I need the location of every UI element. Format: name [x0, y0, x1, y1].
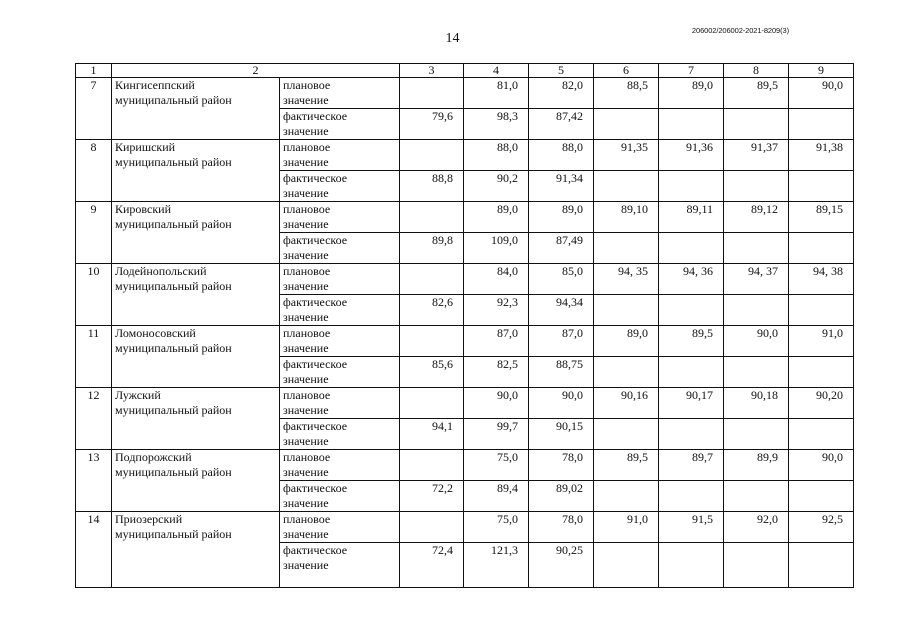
column-header: 3: [400, 64, 464, 78]
value-kind-cell: [280, 140, 400, 171]
district-cell: [112, 512, 280, 588]
table-row-plan: [76, 264, 854, 295]
plan-value-c8: 90,18: [724, 388, 789, 419]
empty-cell: [659, 543, 724, 588]
empty-cell: [594, 543, 659, 588]
empty-cell: [594, 109, 659, 140]
plan-value-c7: 89,5: [659, 326, 724, 357]
value-kind-label: значение: [283, 186, 329, 200]
fact-value-c4: 109,0: [464, 233, 529, 264]
district-name: Киришский: [115, 140, 176, 154]
empty-cell: [724, 357, 789, 388]
value-kind-label: плановое: [283, 78, 331, 92]
district-type: муниципальный район: [115, 217, 232, 231]
fact-value-c4: 82,5: [464, 357, 529, 388]
plan-value-c9: 91,38: [789, 140, 854, 171]
empty-cell: [724, 171, 789, 202]
empty-cell: [594, 233, 659, 264]
value-kind-label: фактическое: [283, 419, 348, 433]
row-number: 14: [76, 512, 112, 588]
district-name: Подпорожский: [115, 450, 192, 464]
plan-value-c3: [400, 512, 464, 543]
fact-value-c5: 89,02: [529, 481, 594, 512]
empty-cell: [724, 295, 789, 326]
district-type: муниципальный район: [115, 527, 232, 541]
plan-value-c7: 94, 36: [659, 264, 724, 295]
column-header: 2: [112, 64, 400, 78]
fact-value-c5: 91,34: [529, 171, 594, 202]
district-type: муниципальный район: [115, 155, 232, 169]
value-kind-label: плановое: [283, 202, 331, 216]
fact-value-c4: 90,2: [464, 171, 529, 202]
plan-value-c6: 89,5: [594, 450, 659, 481]
district-type: муниципальный район: [115, 93, 232, 107]
value-kind-label: фактическое: [283, 233, 348, 247]
plan-value-c8: 91,37: [724, 140, 789, 171]
value-kind-cell: [280, 78, 400, 109]
district-cell: [112, 78, 280, 140]
column-header: 5: [529, 64, 594, 78]
empty-cell: [724, 543, 789, 588]
value-kind-cell: [280, 109, 400, 140]
empty-cell: [724, 481, 789, 512]
fact-value-c4: 121,3: [464, 543, 529, 588]
plan-value-c4: 89,0: [464, 202, 529, 233]
row-number: 11: [76, 326, 112, 388]
value-kind-label: значение: [283, 217, 329, 231]
value-kind-label: значение: [283, 527, 329, 541]
column-header: 4: [464, 64, 529, 78]
value-kind-label: фактическое: [283, 357, 348, 371]
table-row-plan: [76, 78, 854, 109]
plan-value-c9: 91,0: [789, 326, 854, 357]
value-kind-cell: [280, 419, 400, 450]
district-name: Кировский: [115, 202, 172, 216]
empty-cell: [789, 481, 854, 512]
value-kind-label: значение: [283, 93, 329, 107]
row-number: 12: [76, 388, 112, 450]
plan-value-c8: 89,12: [724, 202, 789, 233]
empty-cell: [789, 295, 854, 326]
value-kind-cell: [280, 295, 400, 326]
plan-value-c3: [400, 202, 464, 233]
plan-value-c4: 75,0: [464, 450, 529, 481]
plan-value-c8: 94, 37: [724, 264, 789, 295]
value-kind-label: значение: [283, 372, 329, 386]
plan-value-c9: 90,0: [789, 78, 854, 109]
column-header: 7: [659, 64, 724, 78]
fact-value-c5: 90,25: [529, 543, 594, 588]
empty-cell: [594, 171, 659, 202]
district-cell: [112, 202, 280, 264]
value-kind-label: плановое: [283, 326, 331, 340]
district-cell: [112, 326, 280, 388]
empty-cell: [789, 233, 854, 264]
plan-value-c5: 78,0: [529, 450, 594, 481]
empty-cell: [789, 543, 854, 588]
plan-value-c7: 89,7: [659, 450, 724, 481]
fact-value-c3: 89,8: [400, 233, 464, 264]
row-number: 10: [76, 264, 112, 326]
fact-value-c4: 99,7: [464, 419, 529, 450]
district-name: Приозерский: [115, 512, 183, 526]
value-kind-label: плановое: [283, 450, 331, 464]
district-type: муниципальный район: [115, 341, 232, 355]
value-kind-cell: [280, 450, 400, 481]
district-cell: [112, 264, 280, 326]
value-kind-cell: [280, 326, 400, 357]
table-row-plan: [76, 388, 854, 419]
district-cell: [112, 450, 280, 512]
value-kind-cell: [280, 264, 400, 295]
plan-value-c3: [400, 140, 464, 171]
empty-cell: [659, 171, 724, 202]
plan-value-c5: 87,0: [529, 326, 594, 357]
empty-cell: [789, 109, 854, 140]
fact-value-c3: 88,8: [400, 171, 464, 202]
value-kind-label: фактическое: [283, 109, 348, 123]
row-number: 9: [76, 202, 112, 264]
column-header: 1: [76, 64, 112, 78]
value-kind-cell: [280, 512, 400, 543]
fact-value-c3: 85,6: [400, 357, 464, 388]
district-name: Лодейнопольский: [115, 264, 207, 278]
empty-cell: [659, 419, 724, 450]
value-kind-label: значение: [283, 465, 329, 479]
fact-value-c3: 72,4: [400, 543, 464, 588]
value-kind-label: значение: [283, 434, 329, 448]
table-row-plan: [76, 202, 854, 233]
plan-value-c5: 89,0: [529, 202, 594, 233]
plan-value-c8: 89,5: [724, 78, 789, 109]
fact-value-c4: 92,3: [464, 295, 529, 326]
plan-value-c5: 82,0: [529, 78, 594, 109]
plan-value-c4: 81,0: [464, 78, 529, 109]
fact-value-c4: 89,4: [464, 481, 529, 512]
value-kind-cell: [280, 202, 400, 233]
plan-value-c8: 89,9: [724, 450, 789, 481]
empty-cell: [594, 419, 659, 450]
district-cell: [112, 388, 280, 450]
district-name: Лужский: [115, 388, 161, 402]
plan-value-c5: 88,0: [529, 140, 594, 171]
column-header: 8: [724, 64, 789, 78]
plan-value-c4: 87,0: [464, 326, 529, 357]
empty-cell: [594, 295, 659, 326]
empty-cell: [659, 357, 724, 388]
column-number-row: [76, 64, 854, 78]
fact-value-c5: 90,15: [529, 419, 594, 450]
value-kind-label: плановое: [283, 140, 331, 154]
fact-value-c3: 79,6: [400, 109, 464, 140]
empty-cell: [594, 357, 659, 388]
plan-value-c5: 90,0: [529, 388, 594, 419]
plan-value-c9: 92,5: [789, 512, 854, 543]
value-kind-label: значение: [283, 155, 329, 169]
plan-value-c3: [400, 450, 464, 481]
value-kind-label: фактическое: [283, 171, 348, 185]
district-cell: [112, 140, 280, 202]
fact-value-c3: 72,2: [400, 481, 464, 512]
value-kind-label: значение: [283, 341, 329, 355]
value-kind-label: значение: [283, 124, 329, 138]
value-kind-cell: [280, 481, 400, 512]
row-number: 7: [76, 78, 112, 140]
plan-value-c9: 89,15: [789, 202, 854, 233]
value-kind-cell: [280, 233, 400, 264]
empty-cell: [789, 357, 854, 388]
plan-value-c3: [400, 264, 464, 295]
empty-cell: [594, 481, 659, 512]
fact-value-c5: 87,49: [529, 233, 594, 264]
column-header: 9: [789, 64, 854, 78]
plan-value-c7: 91,5: [659, 512, 724, 543]
plan-value-c5: 85,0: [529, 264, 594, 295]
column-header: 6: [594, 64, 659, 78]
value-kind-label: значение: [283, 403, 329, 417]
plan-value-c3: [400, 388, 464, 419]
document-code: 206002/206002-2021-8209(3): [691, 26, 789, 35]
fact-value-c4: 98,3: [464, 109, 529, 140]
empty-cell: [659, 481, 724, 512]
value-kind-label: фактическое: [283, 543, 348, 557]
value-kind-label: значение: [283, 496, 329, 510]
plan-value-c6: 94, 35: [594, 264, 659, 295]
plan-value-c6: 90,16: [594, 388, 659, 419]
plan-value-c8: 92,0: [724, 512, 789, 543]
district-type: муниципальный район: [115, 279, 232, 293]
plan-value-c6: 89,10: [594, 202, 659, 233]
row-number: 8: [76, 140, 112, 202]
plan-value-c4: 84,0: [464, 264, 529, 295]
table-row-plan: [76, 450, 854, 481]
district-type: муниципальный район: [115, 403, 232, 417]
value-kind-cell: [280, 357, 400, 388]
plan-value-c4: 90,0: [464, 388, 529, 419]
fact-value-c5: 94,34: [529, 295, 594, 326]
page-number: 14: [445, 31, 460, 46]
fact-value-c5: 87,42: [529, 109, 594, 140]
value-kind-label: плановое: [283, 388, 331, 402]
value-kind-cell: [280, 171, 400, 202]
plan-value-c4: 75,0: [464, 512, 529, 543]
plan-value-c7: 91,36: [659, 140, 724, 171]
empty-cell: [724, 419, 789, 450]
value-kind-cell: [280, 388, 400, 419]
value-kind-label: плановое: [283, 512, 331, 526]
plan-value-c3: [400, 78, 464, 109]
plan-value-c9: 94, 38: [789, 264, 854, 295]
empty-cell: [659, 233, 724, 264]
value-kind-label: значение: [283, 558, 329, 572]
value-kind-label: фактическое: [283, 481, 348, 495]
value-kind-label: значение: [283, 310, 329, 324]
district-name: Кингисеппский: [115, 78, 195, 92]
plan-value-c3: [400, 326, 464, 357]
plan-value-c6: 89,0: [594, 326, 659, 357]
empty-cell: [789, 419, 854, 450]
plan-value-c4: 88,0: [464, 140, 529, 171]
plan-value-c7: 90,17: [659, 388, 724, 419]
row-number: 13: [76, 450, 112, 512]
plan-value-c6: 88,5: [594, 78, 659, 109]
empty-cell: [659, 109, 724, 140]
plan-value-c6: 91,35: [594, 140, 659, 171]
empty-cell: [724, 233, 789, 264]
value-kind-label: плановое: [283, 264, 331, 278]
plan-value-c7: 89,11: [659, 202, 724, 233]
district-name: Ломоносовский: [115, 326, 196, 340]
value-kind-cell: [280, 543, 400, 588]
plan-value-c5: 78,0: [529, 512, 594, 543]
table-row-plan: [76, 326, 854, 357]
district-type: муниципальный район: [115, 465, 232, 479]
value-kind-label: значение: [283, 279, 329, 293]
fact-value-c3: 82,6: [400, 295, 464, 326]
empty-cell: [659, 295, 724, 326]
plan-value-c7: 89,0: [659, 78, 724, 109]
plan-value-c8: 90,0: [724, 326, 789, 357]
empty-cell: [724, 109, 789, 140]
plan-value-c6: 91,0: [594, 512, 659, 543]
table-row-plan: [76, 140, 854, 171]
indicator-table: [75, 63, 854, 588]
fact-value-c5: 88,75: [529, 357, 594, 388]
empty-cell: [789, 171, 854, 202]
plan-value-c9: 90,20: [789, 388, 854, 419]
value-kind-label: значение: [283, 248, 329, 262]
value-kind-label: фактическое: [283, 295, 348, 309]
fact-value-c3: 94,1: [400, 419, 464, 450]
table-row-plan: [76, 512, 854, 543]
plan-value-c9: 90,0: [789, 450, 854, 481]
